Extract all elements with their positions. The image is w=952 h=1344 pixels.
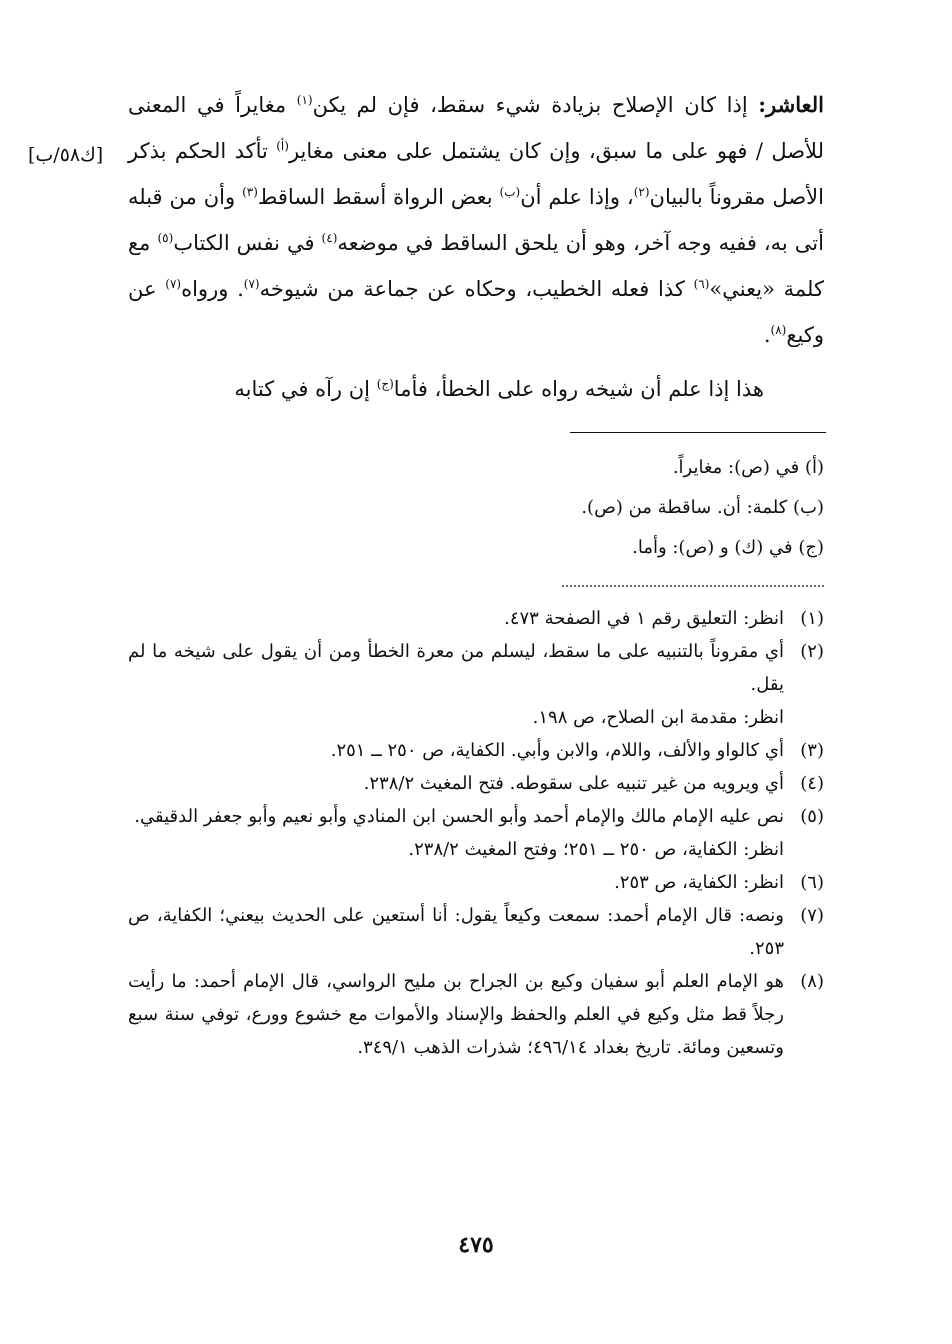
- footnote-number: (٦): [800, 872, 824, 893]
- manuscript-folio-marker: [ك٥٨/ب]: [28, 144, 104, 166]
- variant-item: [300, 448, 824, 488]
- footnote-ref: (٧): [243, 277, 260, 291]
- text-segment: مغايراً في المعنى للأصل / فهو على ما سبق، وإن كان يشتمل على معنى مغاير: [128, 93, 824, 163]
- text-segment: في نفس الكتاب: [173, 231, 315, 255]
- footnote-ref: (٧): [165, 277, 182, 291]
- footnote-number: (٥): [800, 806, 824, 827]
- footnote-text: ونصه: قال الإمام أحمد: سمعت وكيعاً يقول: أنا أستعين على الحديث بيعني؛ الكفاية، ص ٢٥٣.: [128, 905, 784, 959]
- footnote-text: أي كالواو والألف، واللام، والابن وأبي. الكفاية، ص ٢٥٠ ــ ٢٥١.: [330, 740, 784, 761]
- text-segment: ، وإذا علم أن: [520, 185, 634, 209]
- variant-text: في (ص): مغايراً.: [672, 457, 800, 478]
- footnote-ref: (١): [296, 93, 313, 107]
- lead-word: العاشر:: [758, 92, 824, 117]
- footnote-number: (٤): [800, 773, 824, 794]
- paragraph-2: [128, 366, 824, 412]
- footnote-text: أي مقروناً بالتنبيه على ما سقط، ليسلم من معرة الخطأ ومن أن يقول على شيخه ما لم يقل.: [128, 641, 784, 695]
- footnote-text: انظر: التعليق رقم ١ في الصفحة ٤٧٣.: [504, 608, 784, 629]
- text-segment: هذا إذا علم أن شيخه رواه على الخطأ، فأما: [393, 377, 764, 401]
- footnote-text: هو الإمام العلم أبو سفيان وكيع بن الجراح بن مليح الرواسي، قال الإمام أحمد: ما رأيت رجلاً قط مثل وكيع في العلم والحفظ والإسناد والأموات مع خشوع وورع، توفي سنة سبع وتسعين ومائة. تاريخ بغداد ٤٩٦/١٤؛ شذرات الذهب ٣٤٩/١.: [128, 971, 784, 1058]
- footnote-number: (٨): [800, 971, 824, 992]
- text-segment: مع كلمة «يعني»: [128, 231, 824, 301]
- variant-ref: (ب): [499, 185, 521, 199]
- variant-text: كلمة: أن. ساقطة من (ص).: [581, 497, 788, 518]
- footnote: [128, 635, 824, 701]
- variant-readings: [300, 448, 824, 568]
- variant-ref: (ج): [376, 377, 394, 391]
- variant-item: [300, 488, 824, 528]
- variant-label: (ج): [798, 537, 824, 558]
- paragraph-1: [128, 82, 824, 358]
- footnotes: [128, 602, 824, 1064]
- footnote-number: (٢): [800, 641, 824, 662]
- footnote: [128, 767, 824, 800]
- footnote-ref: (٥): [157, 231, 174, 245]
- variant-ref: (أ): [276, 139, 289, 153]
- page-number: ٤٧٥: [458, 1232, 494, 1258]
- footnote: [128, 602, 824, 635]
- footnote-separator: [570, 432, 826, 433]
- footnote-text: انظر: الكفاية، ص ٢٥٣.: [614, 872, 784, 893]
- footnote: [128, 866, 824, 899]
- footnote: [128, 800, 824, 833]
- text-segment: .: [763, 323, 771, 347]
- footnote-text: أي ويرويه من غير تنبيه على سقوطه. فتح المغيث ٢٣٨/٢.: [363, 773, 784, 794]
- variant-label: (أ): [804, 457, 824, 478]
- footnote-continuation: انظر: الكفاية، ص ٢٥٠ ــ ٢٥١؛ وفتح المغيث ٢٣٨/٢.: [408, 839, 784, 860]
- footnote: [128, 965, 824, 1064]
- footnote-number: (٣): [800, 740, 824, 761]
- text-segment: إن رآه في كتابه: [234, 377, 370, 401]
- text-segment: تأكد الحكم بذكر الأصل مقروناً بالبيان: [128, 139, 824, 209]
- footnote-ref: (٣): [242, 185, 258, 199]
- footnote-ref: (٢): [633, 185, 650, 199]
- footnote-ref: (٤): [321, 231, 338, 245]
- dotted-separator: [562, 585, 824, 587]
- text-segment: عن وكيع: [128, 277, 824, 347]
- footnote-ref: (٦): [693, 277, 710, 291]
- footnote-text: نص عليه الإمام مالك والإمام أحمد وأبو الحسن ابن المنادي وأبو نعيم وأبو جعفر الدقيقي.: [134, 806, 784, 827]
- variant-item: [300, 528, 824, 568]
- variant-label: (ب): [793, 497, 824, 518]
- text-segment: كذا فعله الخطيب، وحكاه عن جماعة من شيوخه: [259, 277, 685, 301]
- text-segment: . ورواه: [181, 277, 244, 301]
- footnote: [128, 899, 824, 965]
- footnote-number: (١): [800, 608, 824, 629]
- text-segment: وأن من قبله أتى به، ففيه وجه آخر، وهو أن يلحق الساقط في موضعه: [128, 185, 824, 255]
- text-segment: إذا كان الإصلاح بزيادة شيء سقط، فإن لم يكن: [312, 93, 748, 117]
- variant-text: في (ك) و (ص): وأما.: [632, 537, 793, 558]
- main-text: [128, 82, 824, 412]
- footnote: [128, 734, 824, 767]
- footnote-number: (٧): [800, 905, 824, 926]
- text-segment: بعض الرواة أسقط الساقط: [257, 185, 493, 209]
- footnote-continuation: انظر: مقدمة ابن الصلاح، ص ١٩٨.: [532, 707, 784, 728]
- footnote-ref: (٨): [770, 323, 787, 337]
